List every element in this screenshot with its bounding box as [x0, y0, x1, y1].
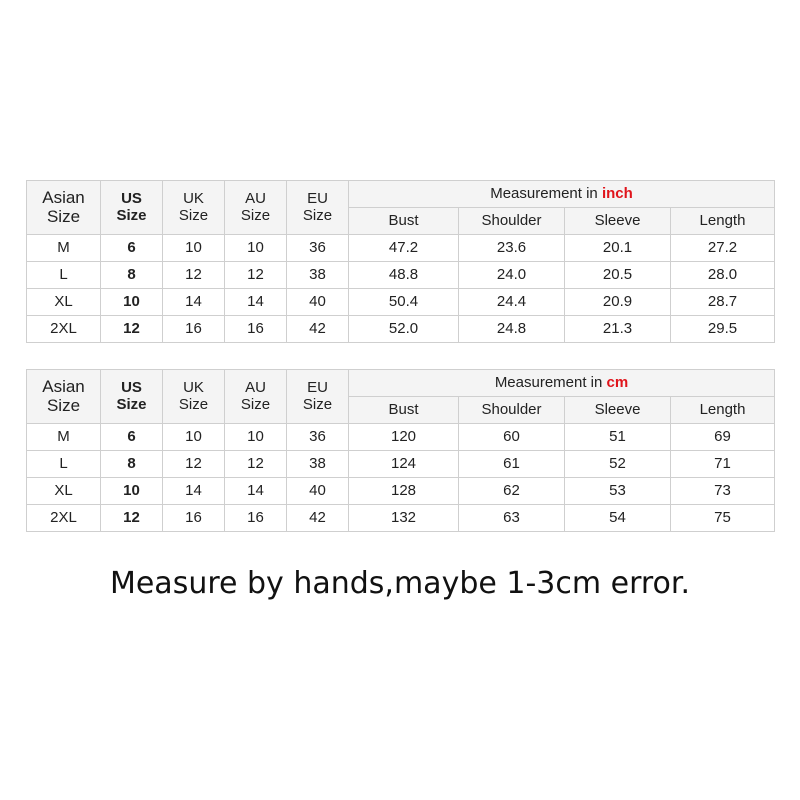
cell-shoulder: 63 — [459, 505, 565, 532]
header-uk-size: UK Size — [163, 181, 225, 235]
cell-us-size: 8 — [101, 451, 163, 478]
cell-eu-size: 42 — [287, 316, 349, 343]
header-asian-size: Asian Size — [27, 181, 101, 235]
cell-asian-size: XL — [27, 289, 101, 316]
cell-shoulder: 60 — [459, 424, 565, 451]
cell-shoulder: 24.0 — [459, 262, 565, 289]
cell-asian-size: 2XL — [27, 505, 101, 532]
col-sleeve: Sleeve — [565, 397, 671, 424]
header-au-size: AU Size — [225, 181, 287, 235]
cell-au-size: 14 — [225, 289, 287, 316]
header-uk-size: UK Size — [163, 370, 225, 424]
cell-asian-size: 2XL — [27, 316, 101, 343]
cell-au-size: 16 — [225, 316, 287, 343]
cell-eu-size: 42 — [287, 505, 349, 532]
cell-shoulder: 61 — [459, 451, 565, 478]
header-au-size: AU Size — [225, 370, 287, 424]
cell-bust: 120 — [349, 424, 459, 451]
header-eu-size: EU Size — [287, 370, 349, 424]
cell-bust: 128 — [349, 478, 459, 505]
cell-us-size: 8 — [101, 262, 163, 289]
col-sleeve: Sleeve — [565, 208, 671, 235]
table-row — [27, 451, 775, 478]
cell-sleeve: 20.1 — [565, 235, 671, 262]
col-bust: Bust — [349, 397, 459, 424]
size-table-cm — [26, 369, 775, 532]
table-row — [27, 235, 775, 262]
cell-sleeve: 54 — [565, 505, 671, 532]
cell-shoulder: 24.8 — [459, 316, 565, 343]
cell-length: 27.2 — [671, 235, 775, 262]
cell-uk-size: 12 — [163, 451, 225, 478]
cell-shoulder: 62 — [459, 478, 565, 505]
table-row — [27, 289, 775, 316]
unit-label: cm — [606, 373, 629, 391]
cell-length: 28.7 — [671, 289, 775, 316]
cell-us-size: 10 — [101, 478, 163, 505]
cell-uk-size: 16 — [163, 505, 225, 532]
cell-bust: 50.4 — [349, 289, 459, 316]
unit-label: inch — [601, 184, 633, 202]
table-row — [27, 424, 775, 451]
header-us-size: US Size — [101, 181, 163, 235]
cell-uk-size: 14 — [163, 289, 225, 316]
cell-length: 73 — [671, 478, 775, 505]
cell-eu-size: 40 — [287, 289, 349, 316]
cell-au-size: 14 — [225, 478, 287, 505]
table-row — [27, 505, 775, 532]
cell-sleeve: 51 — [565, 424, 671, 451]
cell-us-size: 6 — [101, 235, 163, 262]
col-shoulder: Shoulder — [459, 208, 565, 235]
cell-asian-size: M — [27, 424, 101, 451]
cell-uk-size: 12 — [163, 262, 225, 289]
cell-length: 71 — [671, 451, 775, 478]
cell-sleeve: 20.9 — [565, 289, 671, 316]
cell-us-size: 10 — [101, 289, 163, 316]
cell-us-size: 6 — [101, 424, 163, 451]
table-body — [27, 424, 775, 532]
cell-bust: 48.8 — [349, 262, 459, 289]
cell-asian-size: XL — [27, 478, 101, 505]
cell-length: 69 — [671, 424, 775, 451]
table-row — [27, 478, 775, 505]
measurement-title: Measurement in cm — [349, 370, 775, 397]
header-us-size: US Size — [101, 370, 163, 424]
cell-bust: 132 — [349, 505, 459, 532]
cell-sleeve: 53 — [565, 478, 671, 505]
cell-us-size: 12 — [101, 316, 163, 343]
table-row — [27, 262, 775, 289]
cell-eu-size: 38 — [287, 262, 349, 289]
cell-eu-size: 38 — [287, 451, 349, 478]
cell-sleeve: 52 — [565, 451, 671, 478]
cell-eu-size: 36 — [287, 235, 349, 262]
cell-asian-size: L — [27, 451, 101, 478]
col-shoulder: Shoulder — [459, 397, 565, 424]
cell-uk-size: 10 — [163, 235, 225, 262]
cell-shoulder: 23.6 — [459, 235, 565, 262]
cell-bust: 52.0 — [349, 316, 459, 343]
cell-sleeve: 20.5 — [565, 262, 671, 289]
cell-bust: 124 — [349, 451, 459, 478]
col-length: Length — [671, 397, 775, 424]
table-row — [27, 316, 775, 343]
cell-length: 28.0 — [671, 262, 775, 289]
header-asian-size: Asian Size — [27, 370, 101, 424]
cell-au-size: 10 — [225, 424, 287, 451]
cell-uk-size: 10 — [163, 424, 225, 451]
cell-eu-size: 36 — [287, 424, 349, 451]
cell-sleeve: 21.3 — [565, 316, 671, 343]
cell-us-size: 12 — [101, 505, 163, 532]
table-body — [27, 235, 775, 343]
measurement-title: Measurement in inch — [349, 181, 775, 208]
size-table-inch — [26, 180, 775, 343]
measurement-note: Measure by hands,maybe 1-3cm error. — [109, 566, 691, 601]
cell-uk-size: 16 — [163, 316, 225, 343]
cell-au-size: 12 — [225, 262, 287, 289]
cell-au-size: 16 — [225, 505, 287, 532]
cell-bust: 47.2 — [349, 235, 459, 262]
cell-eu-size: 40 — [287, 478, 349, 505]
cell-length: 75 — [671, 505, 775, 532]
cell-asian-size: L — [27, 262, 101, 289]
col-length: Length — [671, 208, 775, 235]
cell-shoulder: 24.4 — [459, 289, 565, 316]
cell-au-size: 10 — [225, 235, 287, 262]
cell-uk-size: 14 — [163, 478, 225, 505]
col-bust: Bust — [349, 208, 459, 235]
cell-asian-size: M — [27, 235, 101, 262]
header-eu-size: EU Size — [287, 181, 349, 235]
cell-length: 29.5 — [671, 316, 775, 343]
cell-au-size: 12 — [225, 451, 287, 478]
